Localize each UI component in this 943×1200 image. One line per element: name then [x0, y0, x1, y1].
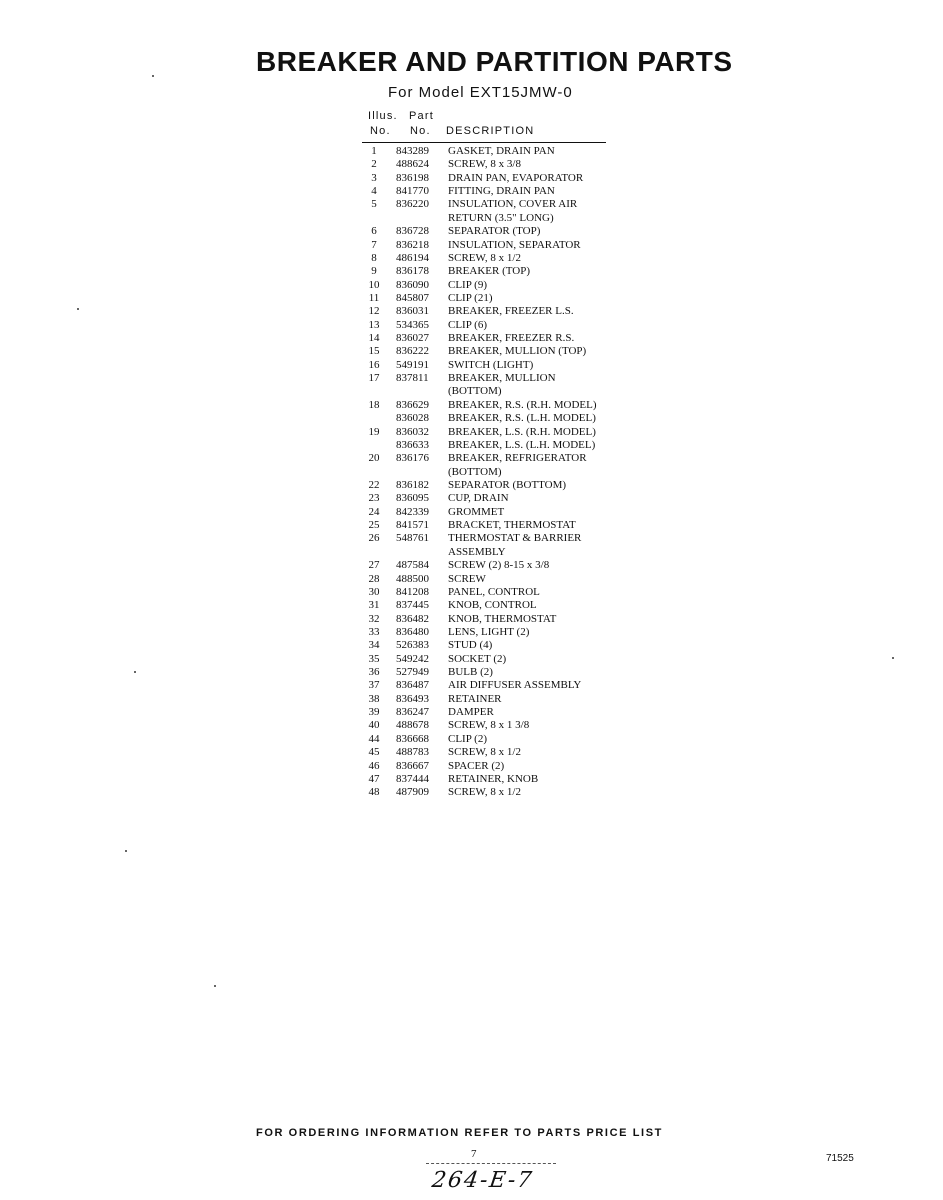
table-row — [362, 532, 622, 545]
part-no: 534365 — [396, 318, 429, 331]
table-row — [362, 212, 622, 225]
table-row — [362, 546, 622, 559]
part-no: 488678 — [396, 719, 429, 732]
table-row — [362, 412, 622, 425]
part-no: 836090 — [396, 278, 429, 291]
document-code: 71525 — [826, 1153, 854, 1164]
table-row — [362, 733, 622, 746]
part-no: 845807 — [396, 291, 429, 304]
part-no: 836028 — [396, 412, 429, 425]
illus-no: 18 — [368, 398, 380, 411]
illus-no: 26 — [368, 532, 380, 545]
illus-no: 11 — [368, 291, 380, 304]
part-description: DAMPER — [448, 706, 494, 719]
part-no: 836480 — [396, 625, 429, 638]
part-no: 836482 — [396, 612, 429, 625]
illus-no: 33 — [368, 625, 380, 638]
table-row — [362, 198, 622, 211]
illus-no: 38 — [368, 692, 380, 705]
table-row — [362, 172, 622, 185]
part-description: SCREW, 8 x 3/8 — [448, 158, 521, 171]
illus-no: 12 — [368, 305, 380, 318]
part-no: 836222 — [396, 345, 429, 358]
part-description: CLIP (2) — [448, 732, 488, 745]
table-row — [362, 746, 622, 759]
illus-no: 28 — [368, 572, 380, 585]
scan-speck — [892, 657, 894, 659]
table-row — [362, 773, 622, 786]
part-no: 837811 — [396, 372, 429, 385]
table-row — [362, 225, 622, 238]
part-no: 527949 — [396, 666, 429, 679]
part-no: 836247 — [396, 706, 429, 719]
part-description: (BOTTOM) — [448, 385, 502, 398]
table-row — [362, 719, 622, 732]
part-description: BREAKER, L.S. (R.H. MODEL) — [448, 425, 596, 438]
table-row — [362, 305, 622, 318]
table-row — [362, 626, 622, 639]
table-row — [362, 519, 622, 532]
part-no: 487584 — [396, 559, 429, 572]
illus-no: 47 — [368, 772, 380, 785]
illus-no: 15 — [368, 345, 380, 358]
illus-no: 9 — [371, 265, 377, 278]
part-no: 486194 — [396, 251, 429, 264]
part-no: 836728 — [396, 225, 429, 238]
illus-no: 14 — [368, 332, 380, 345]
illus-no: 1 — [371, 145, 377, 157]
part-description: BREAKER, MULLION (TOP) — [448, 345, 587, 358]
part-no: 836178 — [396, 265, 429, 278]
table-row — [362, 239, 622, 252]
part-no: 841208 — [396, 585, 429, 598]
page-number: 7 — [471, 1148, 477, 1160]
scan-speck — [134, 671, 136, 673]
table-row — [362, 693, 622, 706]
table-row — [362, 426, 622, 439]
part-description: KNOB, CONTROL — [448, 599, 537, 612]
illus-no: 17 — [368, 372, 380, 385]
parts-table — [362, 145, 622, 800]
table-row — [362, 653, 622, 666]
illus-no: 34 — [368, 639, 380, 652]
part-description: BREAKER, REFRIGERATOR — [448, 452, 587, 465]
part-no: 836218 — [396, 238, 429, 251]
part-description: KNOB, THERMOSTAT — [448, 612, 557, 625]
part-description: RETAINER, KNOB — [448, 772, 539, 785]
illus-no: 44 — [368, 732, 380, 745]
part-description: RETURN (3.5" LONG) — [448, 211, 554, 224]
part-description: BREAKER, MULLION — [448, 372, 556, 385]
table-row — [362, 639, 622, 652]
part-no: 549242 — [396, 652, 429, 665]
table-row — [362, 439, 622, 452]
part-description: INSULATION, SEPARATOR — [448, 238, 581, 251]
illus-no: 39 — [368, 706, 380, 719]
table-row — [362, 185, 622, 198]
part-no: 488500 — [396, 572, 429, 585]
part-no: 836095 — [396, 492, 429, 505]
part-no: 488783 — [396, 746, 429, 759]
part-description: SCREW (2) 8-15 x 3/8 — [448, 559, 550, 572]
part-no: 836667 — [396, 759, 429, 772]
part-description: SCREW, 8 x 1/2 — [448, 746, 521, 759]
part-description: SWITCH (LIGHT) — [448, 358, 534, 371]
part-description: CLIP (9) — [448, 278, 488, 291]
table-row — [362, 279, 622, 292]
table-row — [362, 706, 622, 719]
page-title: BREAKER AND PARTITION PARTS — [256, 46, 733, 77]
table-row — [362, 452, 622, 465]
part-no: 836032 — [396, 425, 429, 438]
part-description: SEPARATOR (TOP) — [448, 225, 541, 238]
illus-no: 25 — [368, 519, 380, 532]
illus-no: 19 — [368, 425, 380, 438]
part-description: STUD (4) — [448, 639, 493, 652]
table-row — [362, 586, 622, 599]
part-no: 842339 — [396, 505, 429, 518]
illus-no: 20 — [368, 452, 380, 465]
table-row — [362, 613, 622, 626]
scan-speck — [214, 985, 216, 987]
illus-no: 16 — [368, 358, 380, 371]
part-description: CUP, DRAIN — [448, 492, 509, 505]
column-header-part-no: No. — [410, 125, 431, 137]
illus-no: 30 — [368, 585, 380, 598]
part-description: GROMMET — [448, 505, 505, 518]
part-description: (BOTTOM) — [448, 465, 502, 478]
part-description: SPACER (2) — [448, 759, 505, 772]
table-row — [362, 319, 622, 332]
table-row — [362, 345, 622, 358]
part-no: 836629 — [396, 398, 429, 411]
illus-no: 31 — [368, 599, 380, 612]
part-description: ASSEMBLY — [448, 545, 506, 558]
page-number-underline — [426, 1163, 556, 1164]
table-row — [362, 786, 622, 799]
scan-speck — [152, 75, 154, 77]
part-description: BREAKER, R.S. (L.H. MODEL) — [448, 412, 596, 425]
part-description: AIR DIFFUSER ASSEMBLY — [448, 679, 582, 692]
header-divider — [362, 142, 606, 143]
part-no: 836633 — [396, 438, 429, 451]
table-row — [362, 372, 622, 385]
illus-no: 3 — [371, 171, 377, 184]
part-description: SCREW, 8 x 1 3/8 — [448, 719, 530, 732]
part-no: 488624 — [396, 158, 429, 171]
illus-no: 10 — [368, 278, 380, 291]
illus-no: 6 — [371, 225, 377, 238]
table-row — [362, 252, 622, 265]
part-description: THERMOSTAT & BARRIER — [448, 532, 582, 545]
table-row — [362, 145, 622, 158]
illus-no: 40 — [368, 719, 380, 732]
part-description: DRAIN PAN, EVAPORATOR — [448, 171, 584, 184]
illus-no: 2 — [371, 158, 377, 171]
column-header-illus: Illus. — [368, 110, 398, 122]
illus-no: 7 — [371, 238, 377, 251]
part-description: SCREW, 8 x 1/2 — [448, 251, 521, 264]
part-no: 836027 — [396, 332, 429, 345]
part-no: 841571 — [396, 519, 429, 532]
part-no: 836182 — [396, 478, 429, 491]
table-row — [362, 666, 622, 679]
part-no: 837444 — [396, 772, 429, 785]
table-row — [362, 679, 622, 692]
illus-no: 36 — [368, 666, 380, 679]
illus-no: 45 — [368, 746, 380, 759]
part-description: CLIP (21) — [448, 291, 493, 304]
part-description: BREAKER, FREEZER L.S. — [448, 305, 574, 318]
part-description: CLIP (6) — [448, 318, 488, 331]
illus-no: 37 — [368, 679, 380, 692]
table-row — [362, 359, 622, 372]
part-description: BREAKER, R.S. (R.H. MODEL) — [448, 398, 597, 411]
part-no: 487909 — [396, 786, 429, 799]
part-no: 836220 — [396, 198, 429, 211]
illus-no: 48 — [368, 786, 380, 799]
part-no: 836176 — [396, 452, 429, 465]
part-description: SCREW, 8 x 1/2 — [448, 786, 521, 799]
part-description: SCREW — [448, 572, 486, 585]
part-no: 841770 — [396, 185, 429, 198]
table-row — [362, 479, 622, 492]
table-row — [362, 385, 622, 398]
part-description: SOCKET (2) — [448, 652, 507, 665]
table-row — [362, 573, 622, 586]
illus-no: 22 — [368, 478, 380, 491]
table-row — [362, 492, 622, 505]
part-no: 549191 — [396, 358, 429, 371]
part-description: BREAKER (TOP) — [448, 265, 530, 278]
table-row — [362, 466, 622, 479]
table-row — [362, 760, 622, 773]
part-no: 836198 — [396, 171, 429, 184]
part-no: 837445 — [396, 599, 429, 612]
table-row — [362, 158, 622, 171]
table-row — [362, 506, 622, 519]
handwritten-note: 264-E-7 — [430, 1168, 536, 1193]
part-description: BULB (2) — [448, 666, 493, 679]
illus-no: 8 — [371, 251, 377, 264]
illus-no: 5 — [371, 198, 377, 211]
part-no: 843289 — [396, 145, 429, 157]
column-header-illus-no: No. — [370, 125, 391, 137]
scan-speck — [125, 850, 127, 852]
part-no: 836668 — [396, 732, 429, 745]
scan-speck — [77, 308, 79, 310]
ordering-note: FOR ORDERING INFORMATION REFER TO PARTS PRICE LIST — [256, 1127, 663, 1139]
part-description: SEPARATOR (BOTTOM) — [448, 478, 567, 491]
table-row — [362, 265, 622, 278]
part-description: BREAKER, FREEZER R.S. — [448, 332, 575, 345]
part-no: 836487 — [396, 679, 429, 692]
illus-no: 32 — [368, 612, 380, 625]
part-description: GASKET, DRAIN PAN — [448, 145, 555, 157]
table-row — [362, 559, 622, 572]
part-description: BREAKER, L.S. (L.H. MODEL) — [448, 438, 596, 451]
illus-no: 35 — [368, 652, 380, 665]
illus-no: 24 — [368, 505, 380, 518]
part-description: PANEL, CONTROL — [448, 585, 540, 598]
illus-no: 13 — [368, 318, 380, 331]
part-no: 526383 — [396, 639, 429, 652]
illus-no: 23 — [368, 492, 380, 505]
illus-no: 46 — [368, 759, 380, 772]
table-row — [362, 599, 622, 612]
part-no: 548761 — [396, 532, 429, 545]
table-row — [362, 292, 622, 305]
part-no: 836031 — [396, 305, 429, 318]
table-row — [362, 332, 622, 345]
part-description: INSULATION, COVER AIR — [448, 198, 578, 211]
part-description: RETAINER — [448, 692, 502, 705]
column-header-part: Part — [409, 110, 434, 122]
model-subtitle: For Model EXT15JMW-0 — [388, 84, 573, 101]
table-row — [362, 399, 622, 412]
part-description: LENS, LIGHT (2) — [448, 625, 530, 638]
part-description: BRACKET, THERMOSTAT — [448, 519, 576, 532]
column-header-description: DESCRIPTION — [446, 125, 535, 137]
illus-no: 4 — [371, 185, 377, 198]
illus-no: 27 — [368, 559, 380, 572]
part-no: 836493 — [396, 692, 429, 705]
part-description: FITTING, DRAIN PAN — [448, 185, 555, 198]
